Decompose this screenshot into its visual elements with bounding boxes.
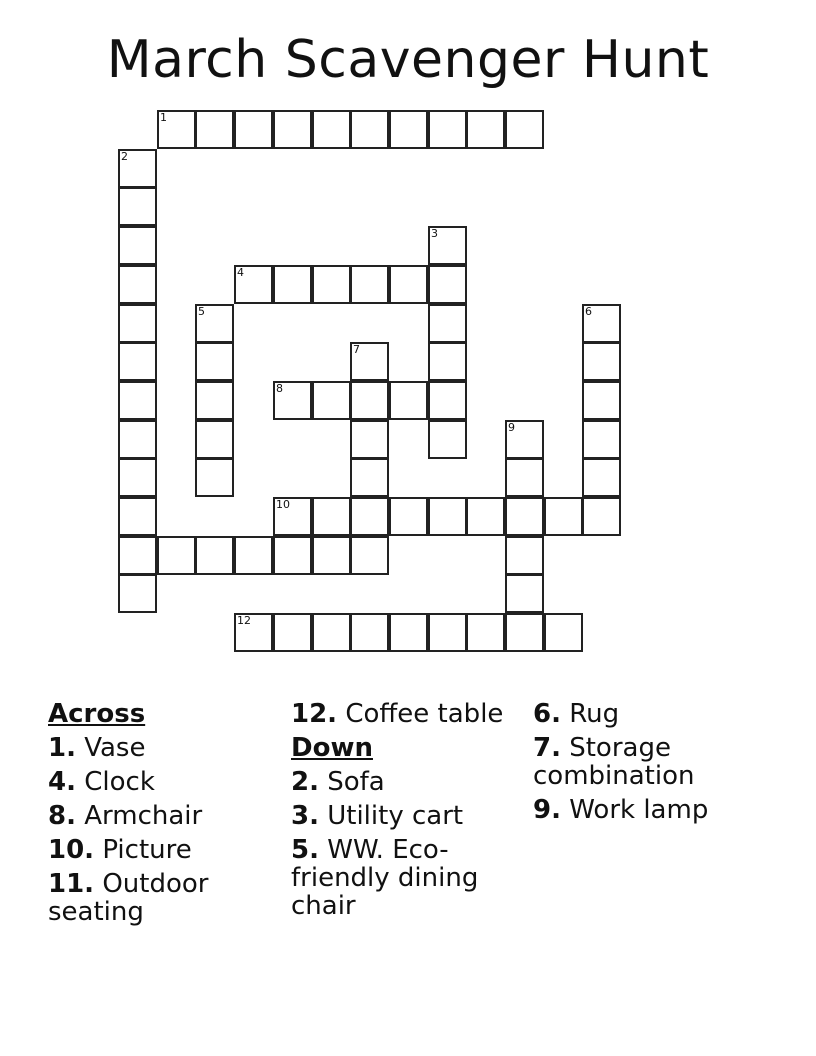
crossword-cell[interactable] [505,574,544,613]
down-heading: Down [291,733,373,763]
crossword-cell[interactable] [312,613,351,652]
clue-number: 6. [533,699,561,729]
crossword-cell[interactable] [118,342,157,381]
crossword-cell[interactable] [195,536,234,575]
crossword-cell[interactable] [389,110,428,149]
clue-number: 4. [48,767,76,797]
clue-across-1 [48,734,278,762]
crossword-cell[interactable] [505,420,544,459]
crossword-cell[interactable] [350,536,389,575]
clue-text: Armchair [84,801,203,831]
clue-number: 2. [291,767,319,797]
crossword-cell[interactable] [582,304,621,343]
clue-number: 9. [533,795,561,825]
crossword-cell[interactable] [466,110,505,149]
crossword-cell[interactable] [118,574,157,613]
crossword-cell[interactable] [389,381,428,420]
crossword-cell[interactable] [466,613,505,652]
cell-number: 2 [121,150,128,163]
clue-across-12 [291,700,511,728]
crossword-cell[interactable] [273,536,312,575]
crossword-cell[interactable] [273,497,312,536]
crossword-cell[interactable] [234,265,273,304]
clue-across-4 [48,768,278,796]
crossword-cell[interactable] [505,613,544,652]
clue-text: Work lamp [569,795,709,825]
crossword-cell[interactable] [234,110,273,149]
crossword-cell[interactable] [195,458,234,497]
crossword-cell[interactable] [350,420,389,459]
clue-column-3 [533,700,783,830]
crossword-cell[interactable] [118,420,157,459]
crossword-cell[interactable] [582,458,621,497]
crossword-cell[interactable] [195,304,234,343]
crossword-cell[interactable] [350,342,389,381]
clue-across-8 [48,802,278,830]
crossword-cell[interactable] [350,110,389,149]
clue-text: Clock [84,767,155,797]
clue-text: WW. Eco-friendly dining chair [291,835,479,921]
cell-number: 4 [237,266,244,279]
clue-text: Picture [102,835,192,865]
clue-column-2 [291,700,511,926]
clue-text: Vase [84,733,146,763]
clue-across-10 [48,836,278,864]
crossword-cell[interactable] [195,381,234,420]
clue-down-7 [533,734,783,790]
clue-across-11 [48,870,278,926]
crossword-cell[interactable] [118,265,157,304]
crossword-cell[interactable] [312,381,351,420]
clue-down-5 [291,836,511,920]
clue-down-9 [533,796,783,824]
clue-number: 11. [48,869,95,899]
crossword-cell[interactable] [582,420,621,459]
crossword-cell[interactable] [273,265,312,304]
clue-down-2 [291,768,511,796]
crossword-cell[interactable] [118,187,157,226]
clue-number: 8. [48,801,76,831]
crossword-cell[interactable] [389,265,428,304]
cell-number: 9 [508,421,515,434]
crossword-cell[interactable] [312,110,351,149]
crossword-cell[interactable] [428,265,467,304]
crossword-cell[interactable] [428,342,467,381]
clue-text: Storage combination [533,733,695,791]
clue-number: 12. [291,699,338,729]
clue-text: Sofa [327,767,385,797]
crossword-cell[interactable] [273,613,312,652]
crossword-cell[interactable] [118,497,157,536]
crossword-cell[interactable] [312,265,351,304]
crossword-cell[interactable] [505,497,544,536]
cell-number: 12 [237,614,251,627]
crossword-cell[interactable] [582,381,621,420]
crossword-cell[interactable] [544,613,583,652]
crossword-cell[interactable] [428,497,467,536]
crossword-cell[interactable] [118,381,157,420]
crossword-cell[interactable] [350,613,389,652]
crossword-cell[interactable] [389,613,428,652]
crossword-cell[interactable] [350,381,389,420]
clue-number: 10. [48,835,95,865]
crossword-cell[interactable] [505,458,544,497]
clue-number: 1. [48,733,76,763]
crossword-cell[interactable] [350,458,389,497]
clue-text: Rug [569,699,620,729]
crossword-cell[interactable] [195,110,234,149]
crossword-cell[interactable] [389,497,428,536]
cell-number: 8 [276,382,283,395]
clue-column-1 [48,700,278,932]
crossword-cell[interactable] [118,536,157,575]
crossword-cell[interactable] [505,536,544,575]
clue-down-6 [533,700,783,728]
crossword-cell[interactable] [118,226,157,265]
clue-text: Outdoor seating [48,869,209,927]
crossword-cell[interactable] [195,420,234,459]
cell-number: 5 [198,305,205,318]
crossword-cell[interactable] [582,497,621,536]
crossword-cell[interactable] [118,458,157,497]
clue-number: 7. [533,733,561,763]
crossword-cell[interactable] [582,342,621,381]
cell-number: 6 [585,305,592,318]
crossword-cell[interactable] [428,110,467,149]
clue-down-3 [291,802,511,830]
crossword-cell[interactable] [428,304,467,343]
crossword-cell[interactable] [273,381,312,420]
crossword-cell[interactable] [428,381,467,420]
cell-number: 7 [353,343,360,356]
cell-number: 10 [276,498,290,511]
crossword-cell[interactable] [312,536,351,575]
crossword-cell[interactable] [195,342,234,381]
cell-number: 3 [431,227,438,240]
crossword-cell[interactable] [118,304,157,343]
crossword-cell[interactable] [157,110,196,149]
crossword-cell[interactable] [350,497,389,536]
crossword-cell[interactable] [544,497,583,536]
clue-number: 5. [291,835,319,865]
crossword-cell[interactable] [505,110,544,149]
crossword-cell[interactable] [234,613,273,652]
crossword-cell[interactable] [428,420,467,459]
clue-text: Coffee table [345,699,504,729]
crossword-cell[interactable] [428,613,467,652]
page-title: March Scavenger Hunt [106,30,710,90]
crossword-cell[interactable] [350,265,389,304]
crossword-cell[interactable] [428,226,467,265]
crossword-cell[interactable] [273,110,312,149]
clue-number: 3. [291,801,319,831]
crossword-cell[interactable] [466,497,505,536]
clue-text: Utility cart [327,801,464,831]
crossword-cell[interactable] [312,497,351,536]
crossword-cell[interactable] [157,536,196,575]
cell-number: 1 [160,111,167,124]
across-heading: Across [48,699,146,729]
crossword-cell[interactable] [234,536,273,575]
crossword-cell[interactable] [118,149,157,188]
